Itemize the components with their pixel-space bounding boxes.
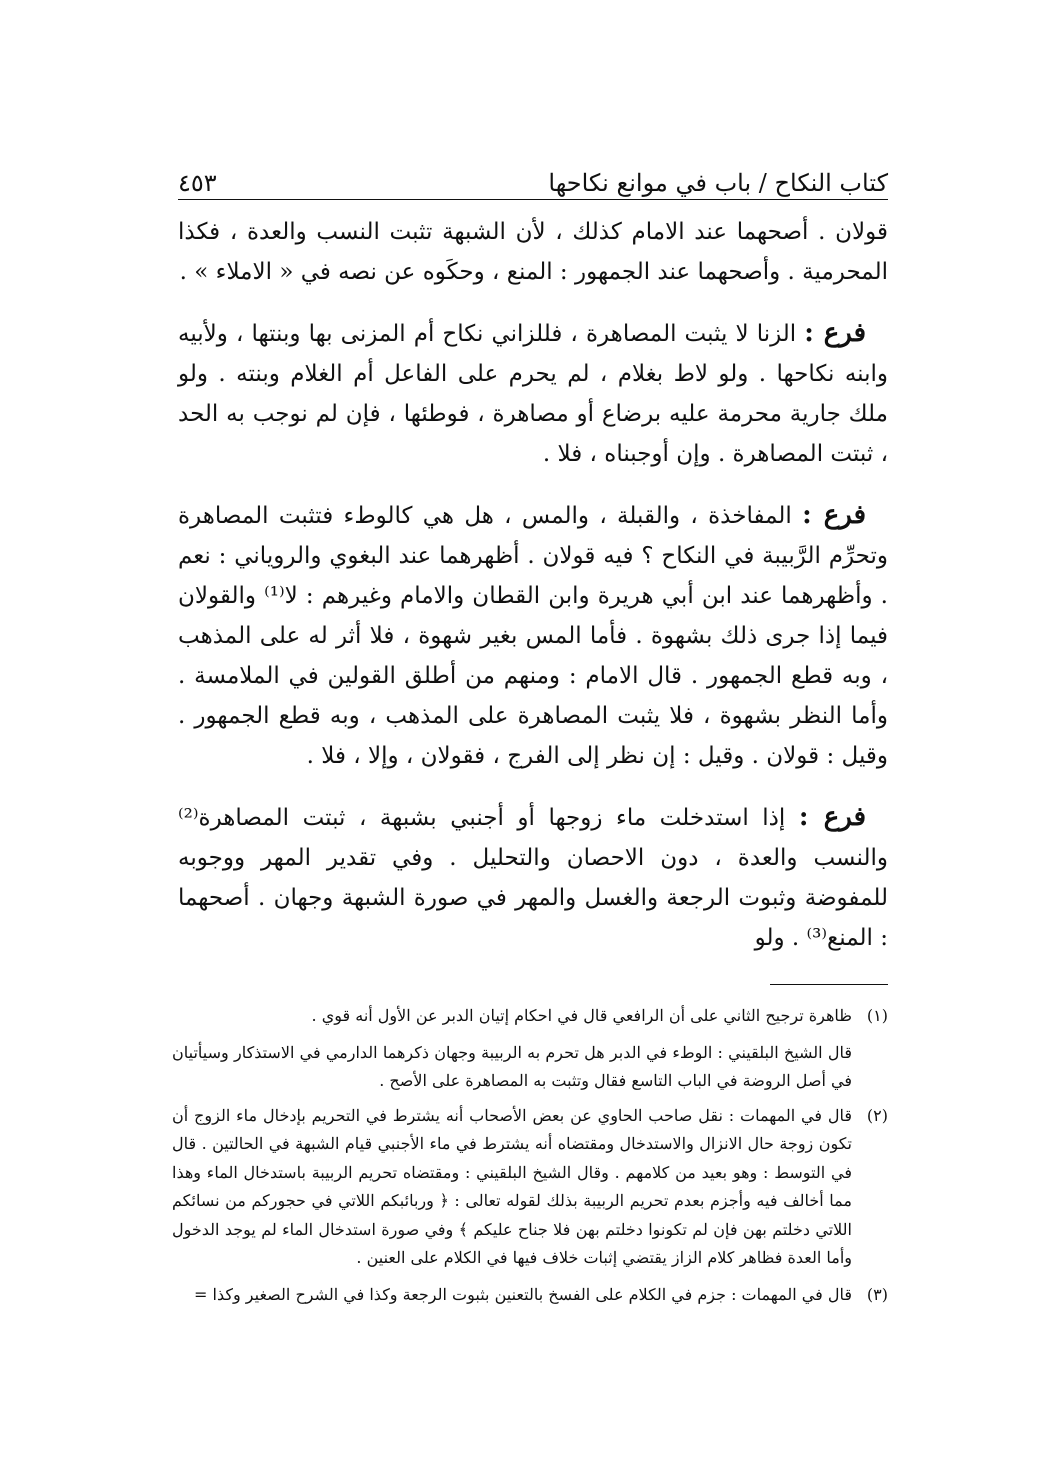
footnote-text bbox=[172, 1002, 852, 1037]
footnote-text bbox=[172, 1281, 852, 1316]
main-text bbox=[178, 212, 888, 979]
footnote-number: (٣) bbox=[866, 1284, 888, 1304]
paragraph bbox=[178, 212, 888, 292]
footnotes bbox=[172, 1002, 888, 1317]
paragraph-text: المفاخذة ، والقبلة ، والمس ، هل هي كالوطء فتثبت المصاهرة وتحرِّم الرَّبيبة في النكاح ؟ فيه قولان . أظهرهما عند البغوي والروياني : نعم . وأظهرهما عند ابن أبي هريرة وابن القطان والامام وغيرهم : لا⁽¹⁾ والقولان فيما إذا جرى ذلك بشهوة . فأما المس بغير شهوة ، فلا أثر له على المذهب ، وبه قطع الجمهور . قال الامام : ومنهم من أطلق القولين في الملامسة . وأما النظر بشهوة ، فلا يثبت المصاهرة على المذهب ، وبه قطع الجمهور . وقيل : قولان . وقيل : إن نظر إلى الفرج ، فقولان ، وإلا ، فلا . bbox=[178, 503, 889, 769]
paragraph-text: إذا استدخلت ماء زوجها أو أجنبي بشبهة ، ثبتت المصاهرة⁽²⁾ والنسب والعدة ، دون الاحصان والتحليل . وفي تقدير المهر ووجوبه للمفوضة وثبوت الرجعة والغسل والمهر في صورة الشبهة وجهان . أصحهما : المنع⁽³⁾ . ولو bbox=[178, 805, 888, 951]
section-lead: فرع : bbox=[804, 318, 867, 348]
paragraph-text: قولان . أصحهما عند الامام كذلك ، لأن الشبهة تثبت النسب والعدة ، فكذا المحرمية . وأصحهما عند الجمهور : المنع ، وحكَوه عن نصه في « الاملاء » . bbox=[178, 219, 888, 285]
footnote-number: (٢) bbox=[866, 1105, 888, 1125]
header-rule bbox=[178, 199, 888, 200]
paragraph bbox=[178, 495, 888, 776]
chapter-title: كتاب النكاح / باب في موانع نكاحها bbox=[548, 169, 888, 197]
footnote-1 bbox=[172, 1002, 888, 1037]
paragraph-text: الزنا لا يثبت المصاهرة ، فللزاني نكاح أم المزنى بها وبنتها ، ولأبيه وابنه نكاحها . ولو لاط بغلام ، لم يحرم على الفاعل أم الغلام وبنته . ولو ملك جارية محرمة عليه برضاع أو مصاهرة ، فوطئها ، فإن لم نوجب به الحد ، ثبتت المصاهرة . وإن أوجبناه ، فلا . bbox=[178, 321, 888, 467]
footnote-3 bbox=[172, 1281, 888, 1316]
footnote-number: (١) bbox=[866, 1006, 888, 1025]
footnote-paragraph: قال في المهمات : جزم في الكلام على الفسخ بالتعنين بثبوت الرجعة وكذا في الشرح الصغير وكذا = bbox=[194, 1284, 852, 1304]
footnote-continuation: قال الشيخ البلقيني : الوطء في الدبر هل تحرم به الربيبة وجهان ذكرهما الدارمي في الاستذكار وسيأتيان في أصل الروضة في الباب التاسع فقال وتثبت به المصاهرة على الأصح . bbox=[172, 1042, 852, 1090]
paragraph bbox=[178, 797, 888, 958]
paragraph bbox=[178, 313, 888, 474]
footnote-text bbox=[172, 1102, 852, 1279]
footnote-2 bbox=[172, 1102, 888, 1279]
footnote-rule bbox=[770, 984, 888, 985]
footnote-paragraph: قال في المهمات : نقل صاحب الحاوي عن بعض الأصحاب أنه يشترط في التحريم بإدخال ماء الزوج أن تكون زوجة حال الانزال والاستدخال ومقتضاه أنه يشترط في ماء الأجنبي قيام الشبهة في الحالتين . قال في التوسط : وهو بعيد من كلامهم . وقال الشيخ البلقيني : ومقتضاه تحريم الربيبة باستدخال الماء وهذا مما أخالف فيه وأجزم بعدم تحريم الربيبة بذلك لقوله تعالى : ﴿ وربائبكم اللاتي في حجوركم من نسائكم اللاتي دخلتم بهن فإن لم تكونوا دخلتم بهن فلا جناح عليكم ﴾ وفي صورة استدخال الماء لم يوجد الدخول وأما العدة فظاهر كلام الزاز يقتضي إثبات خلاف فيها في الكلام على العنين . bbox=[172, 1105, 852, 1267]
section-lead: فرع : bbox=[798, 802, 866, 832]
section-lead: فرع : bbox=[802, 500, 867, 530]
running-header bbox=[178, 155, 888, 197]
page-number: ٤٥٣ bbox=[178, 169, 217, 197]
footnote-paragraph: ظاهرة ترجيح الثاني على أن الرافعي قال في احكام إتيان الدبر عن الأول أنه قوي . bbox=[311, 1006, 852, 1025]
